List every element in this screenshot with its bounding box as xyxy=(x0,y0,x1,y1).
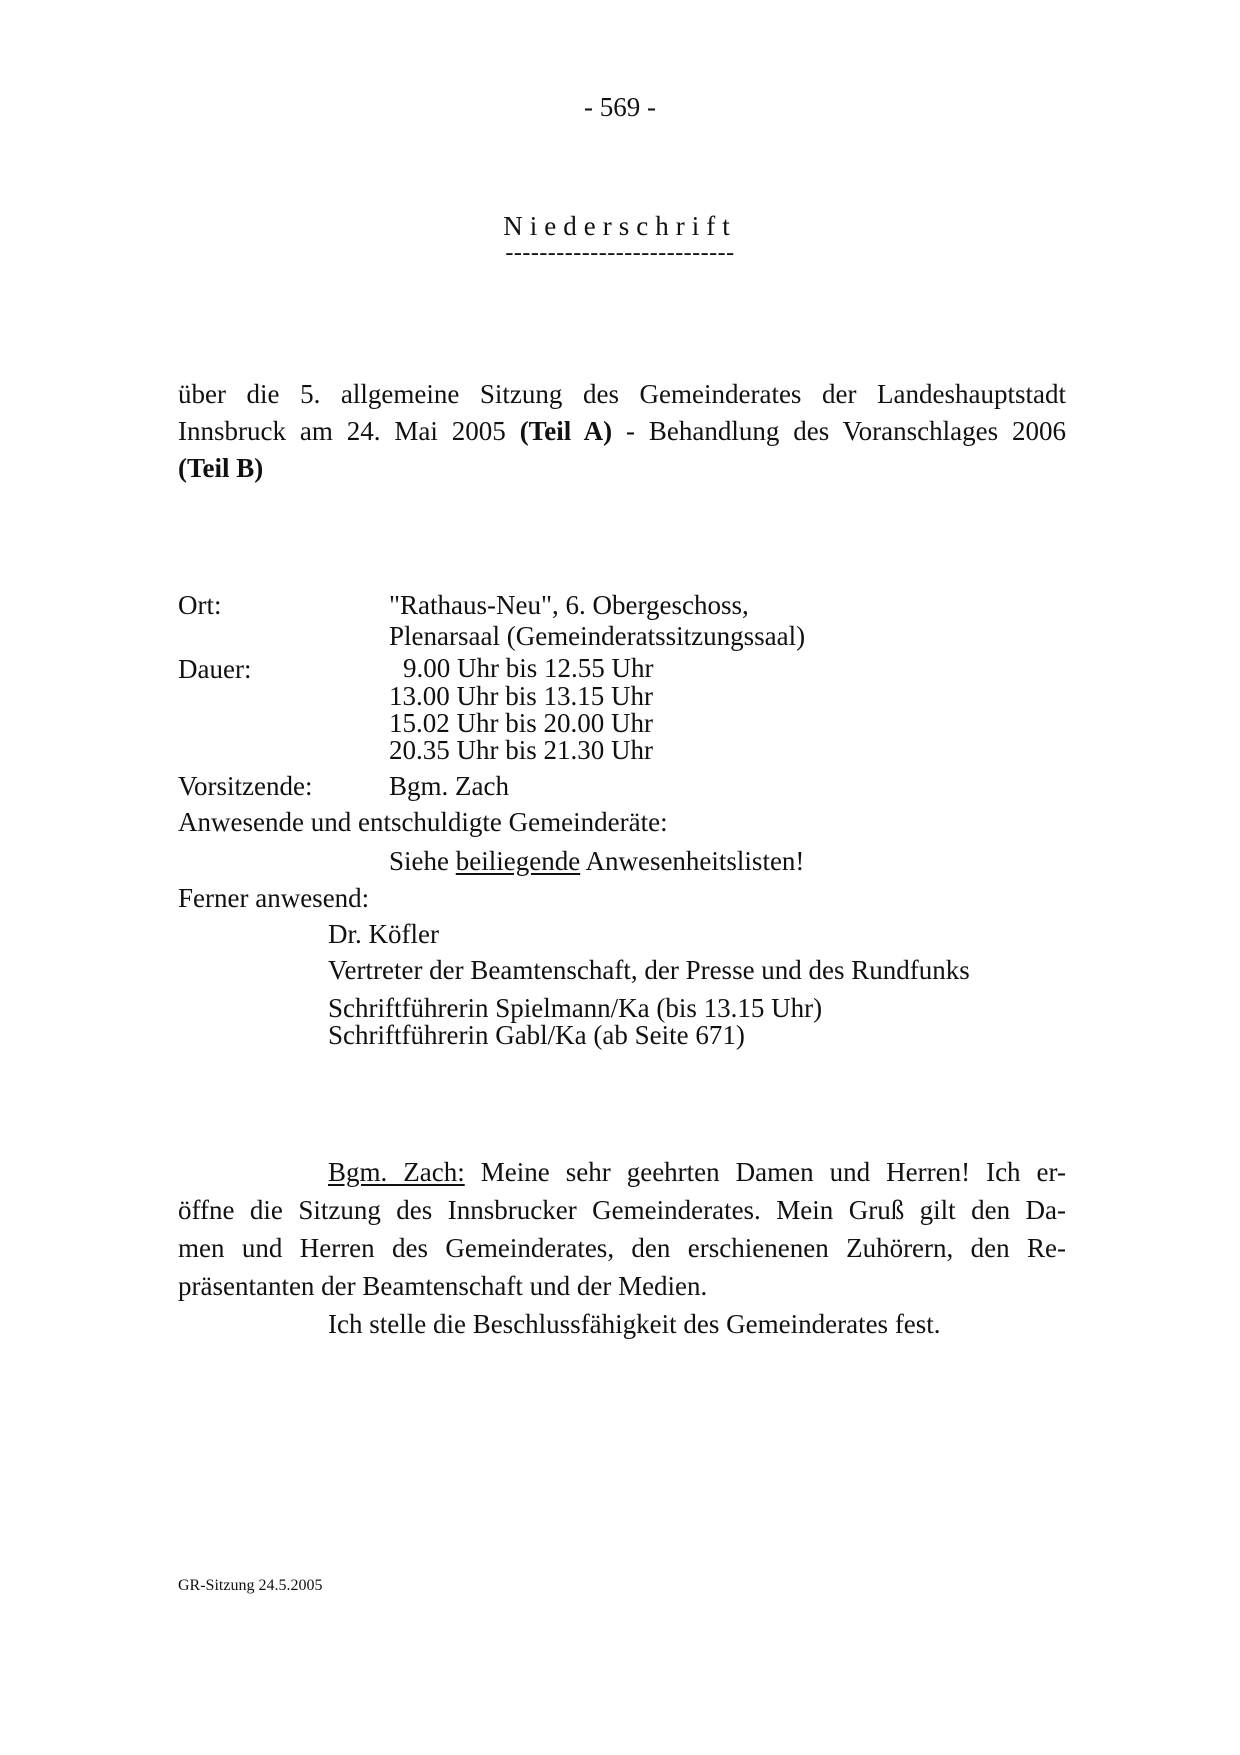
dauer-time-1: 9.00 Uhr bis 12.55 Uhr xyxy=(403,653,654,683)
intro-line-2 xyxy=(178,413,1066,450)
title-underline: --------------------------- xyxy=(505,240,735,266)
intro-line-3 xyxy=(178,450,1066,487)
speech-speaker: Bgm. Zach: xyxy=(328,1157,465,1187)
anwesende-value-a: Siehe xyxy=(389,846,456,876)
intro-line-2-text-c: - Behandlung des Voranschlages 2006 xyxy=(612,416,1067,446)
ferner-item-4: Schriftführerin Gabl/Ka (ab Seite 671) xyxy=(328,1020,745,1050)
ort-value-line-1: "Rathaus-Neu", 6. Obergeschoss, xyxy=(389,590,749,620)
speech-line-2: öffne die Sitzung des Innsbrucker Gemeinderates. Mein Gruß gilt den Da- xyxy=(178,1195,1066,1225)
dauer-time-4: 20.35 Uhr bis 21.30 Uhr xyxy=(389,735,653,765)
speech-paragraph xyxy=(178,1153,1066,1343)
ferner-item-3: Schriftführerin Spielmann/Ka (bis 13.15 Uhr) xyxy=(328,993,823,1023)
speech-line-1 xyxy=(178,1153,1066,1191)
ferner-item-2: Vertreter der Beamtenschaft, der Presse und des Rundfunks xyxy=(328,955,970,985)
intro-line-2-text-a: Innsbruck am 24. Mai 2005 xyxy=(178,416,520,446)
speech-line-5: Ich stelle die Beschlussfähigkeit des Gemeinderates fest. xyxy=(328,1309,941,1339)
ferner-label: Ferner anwesend: xyxy=(178,883,370,913)
vorsitzende-value: Bgm. Zach xyxy=(389,771,509,801)
speech-line-3: men und Herren des Gemeinderates, den erschienenen Zuhörern, den Re- xyxy=(178,1233,1066,1263)
anwesende-value-c: Anwesenheitslisten! xyxy=(580,846,805,876)
anwesende-value xyxy=(389,845,804,877)
intro-teil-b: (Teil B) xyxy=(178,453,264,483)
dauer-time-3: 15.02 Uhr bis 20.00 Uhr xyxy=(389,708,653,738)
speech-line-1-text: Meine sehr geehrten Damen und Herren! Ich er- xyxy=(464,1157,1066,1187)
anwesende-label: Anwesende und entschuldigte Gemeinderäte: xyxy=(178,807,668,837)
ort-label: Ort: xyxy=(178,590,222,620)
anwesende-value-underlined: beiliegende xyxy=(455,846,581,876)
page-footer: GR-Sitzung 24.5.2005 xyxy=(178,1577,323,1594)
dauer-label: Dauer: xyxy=(178,654,252,684)
vorsitzende-label: Vorsitzende: xyxy=(178,771,313,801)
document-title: Niederschrift xyxy=(503,211,737,241)
intro-line-1: über die 5. allgemeine Sitzung des Gemeinderates der Landeshauptstadt xyxy=(178,379,1066,409)
intro-teil-a: (Teil A) xyxy=(519,416,613,446)
ort-value-line-2: Plenarsaal (Gemeinderatssitzungssaal) xyxy=(389,621,806,651)
speech-line-4: präsentanten der Beamtenschaft und der Medien. xyxy=(178,1271,708,1301)
ferner-item-1: Dr. Köfler xyxy=(328,919,439,949)
dauer-time-2: 13.00 Uhr bis 13.15 Uhr xyxy=(389,681,653,711)
intro-paragraph xyxy=(178,376,1066,487)
page-number: - 569 - xyxy=(584,92,656,122)
